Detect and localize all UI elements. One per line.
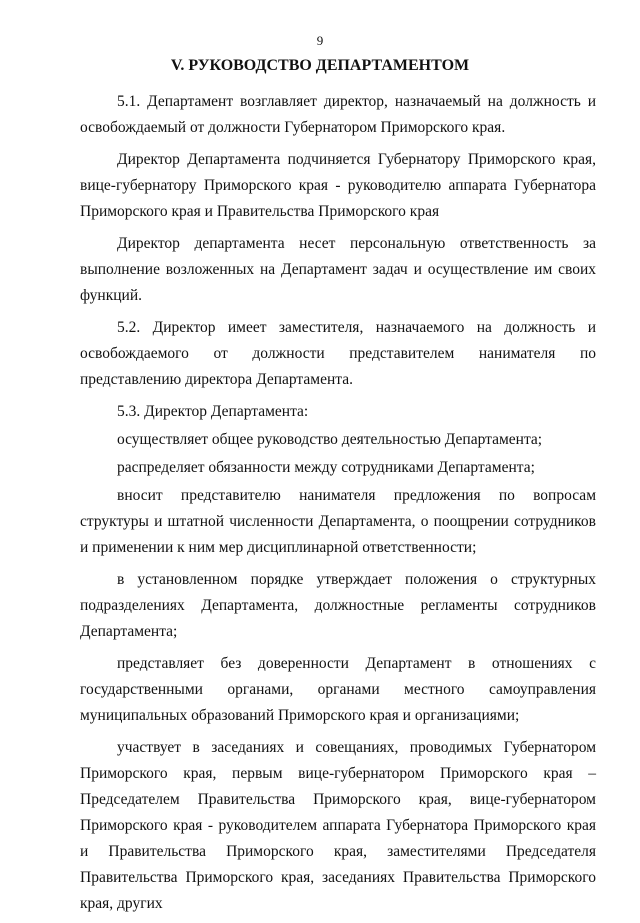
- paragraph-participates-meetings: участвует в заседаниях и совещаниях, проводимых Губернатором Приморского края, первым вице-губернатором Приморского края – Председателем Правительства Приморского края, вице-губернатором Приморского края - руководителем аппарата Губернатора Приморского края и Правительства Приморского края, заместителями Председателя Правительства Приморского края, заседаниях Правительства Приморского края, других: [80, 739, 596, 912]
- paragraph-5-2: 5.2. Директор имеет заместителя, назначаемого на должность и освобождаемого от должности представителем нанимателя по представлению директора Департамента.: [80, 319, 596, 388]
- paragraph-5-1: 5.1. Департамент возглавляет директор, назначаемый на должность и освобождаемый от должности Губернатором Приморского края.: [80, 93, 596, 136]
- section-title: V. РУКОВОДСТВО ДЕПАРТАМЕНТОМ: [170, 57, 470, 74]
- paragraph-represents-department: представляет без доверенности Департамент в отношениях с государственными органами, органами местного самоуправления муниципальных образований Приморского края и организациями;: [80, 655, 596, 724]
- paragraph-director-responsibility: Директор департамента несет персональную ответственность за выполнение возложенных на Департамент задач и осуществление им своих функций.: [80, 235, 596, 304]
- paragraph-director-subordination: Директор Департамента подчиняется Губернатору Приморского края, вице-губернатору Приморского края - руководителю аппарата Губернатора Приморского края и Правительства Приморского края: [80, 151, 596, 220]
- paragraph-approves-regulations: в установленном порядке утверждает положения о структурных подразделениях Департамента, должностные регламенты сотрудников Департамента;: [80, 571, 596, 640]
- paragraph-distribute-duties: распределяет обязанности между сотрудниками Департамента;: [117, 459, 535, 476]
- paragraph-5-3: 5.3. Директор Департамента:: [117, 403, 309, 420]
- document-body: [80, 89, 596, 923]
- paragraph-proposals: вносит представителю нанимателя предложения по вопросам структуры и штатной численности Департамента, о поощрении сотрудников и применении к ним мер дисциплинарной ответственности;: [80, 487, 596, 556]
- page-number: 9: [316, 33, 324, 48]
- paragraph-general-management: осуществляет общее руководство деятельностью Департамента;: [117, 431, 543, 448]
